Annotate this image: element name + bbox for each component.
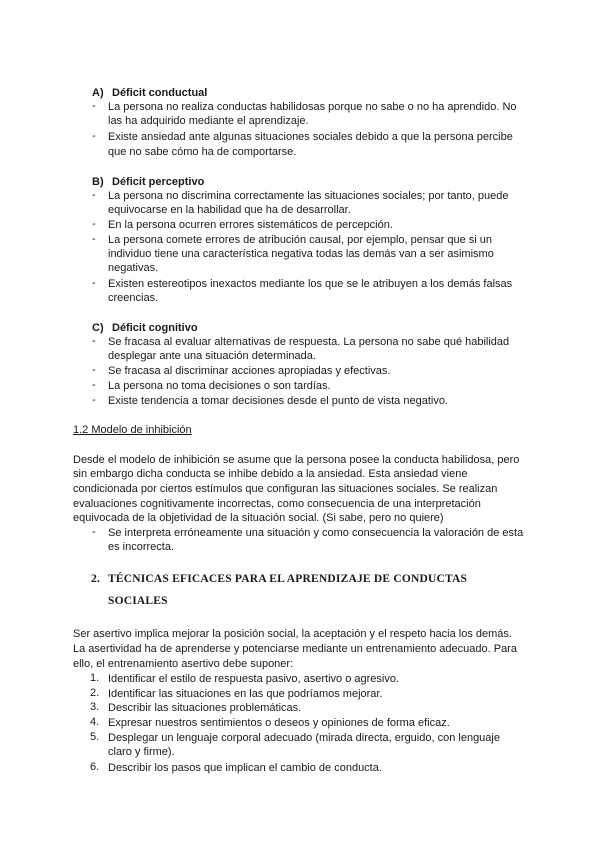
list-item: negativas. <box>108 262 159 274</box>
list-number: 3. <box>90 701 100 713</box>
list-item: Desplegar un lenguaje corporal adecuado (mirada directa, erguido, con lenguaje <box>108 732 500 744</box>
list-number: 5. <box>90 731 100 743</box>
section-a-heading: A) Déficit conductual <box>92 87 208 99</box>
section-2-title: SOCIALES <box>108 595 168 607</box>
list-item: Identificar las situaciones en las que podríamos mejorar. <box>108 688 383 700</box>
section-2-title: TÉCNICAS EFICACES PARA EL APRENDIZAJE DE CONDUCTAS <box>108 573 468 585</box>
list-item: Se interpreta erróneamente una situación y como consecuencia la valoración de esta <box>108 527 524 539</box>
paragraph-line: ello, el entrenamiento asertivo debe suponer: <box>73 658 294 670</box>
list-item: La persona no discrimina correctamente las situaciones sociales; por tanto, puede <box>108 190 509 202</box>
paragraph-line: evaluaciones cognitivamente incorrectas, como consecuencia de una interpretación <box>73 498 481 510</box>
list-number: 6. <box>90 761 100 773</box>
list-number: 2. <box>90 687 100 699</box>
list-item: claro y firme). <box>108 746 175 758</box>
paragraph-line: condicionada por ciertos estímulos que configuran las situaciones sociales. Se realizan <box>73 483 498 495</box>
list-item: desplegar ante una situación determinada. <box>108 350 316 362</box>
paragraph-line: equivocada de la objetividad de la situación social. (Si sabe, pero no quiere) <box>73 512 444 524</box>
list-item: Expresar nuestros sentimientos o deseos y opiniones de forma eficaz. <box>108 717 450 729</box>
section-c-heading: C) Déficit cognitivo <box>92 322 198 334</box>
list-item: Existen estereotipos inexactos mediante los que se le atribuyen a los demás falsas <box>108 278 513 290</box>
list-number: 4. <box>90 716 100 728</box>
list-item: La persona no realiza conductas habilidosas porque no sabe o no ha aprendido. No <box>108 101 517 113</box>
model-heading: 1.2 Modelo de inhibición <box>73 424 192 436</box>
list-item: Se fracasa al discriminar acciones apropiadas y efectivas. <box>108 365 391 377</box>
paragraph-line: Ser asertivo implica mejorar la posición social, la aceptación y el respeto hacia los demás. <box>73 628 512 640</box>
list-item: es incorrecta. <box>108 541 175 553</box>
list-item: que no sabe cómo ha de comportarse. <box>108 146 297 158</box>
document-page: A) Déficit conductual - La persona no realiza conductas habilidosas porque no sabe o no ha aprendido. No las ha adquirido mediante el aprendizaje. - Existe ansiedad ante algunas situaciones sociales debido a que la persona percibe que no sabe cómo ha de comportarse. B) Déficit perceptivo - La persona no discrimina correctamente las situaciones sociales; por tanto, puede equivocarse en la habilidad que ha de desarrollar. - En la persona ocurren errores sistemáticos de percepción. - La persona comete errores de atribución causal, por ejemplo, pensar que si un individuo tiene una característica negativa todas las demás van a ser asimismo negativas. - Existen estereotipos inexactos mediante los que se le atribuyen a los demás falsas creencias. C) Déficit cognitivo - Se fracasa al evaluar alternativas de respuesta. La persona no sabe qué habilidad desplegar ante una situación determinada. - Se fracasa al discriminar acciones apropiadas y efectivas. - La persona no toma decisiones o son tardías. - Existe tendencia a tomar decisiones desde el punto de vista negativo. 1.2 Modelo de inhibición Desde el modelo de inhibición se asume que la persona posee la conducta habilidosa, pero sin embargo dicha conducta se inhibe debido a la ansiedad. Esta ansiedad viene condicionada por ciertos estímulos que configuran las situaciones sociales. Se realizan evaluaciones cognitivamente incorrectas, como consecuencia de una interpretación equivocada de la objetividad de la situación social. (Si sabe, pero no quiere) - Se interpreta erróneamente una situación y como consecuencia la valoración de esta es incorrecta. 2. TÉCNICAS EFICACES PARA EL APRENDIZAJE DE CONDUCTAS SOCIALES Ser asertivo implica mejorar la posición social, la aceptación y el respeto hacia los demás. La asertividad ha de aprenderse y potenciarse mediante un entrenamiento adecuado. Para ello, el entrenamiento asertivo debe suponer: 1. Identificar el estilo de respuesta pasivo, asertivo o agresivo. 2. Identificar las situaciones en las que podríamos mejorar. 3. Describir las situaciones problemáticas. 4. Expresar nuestros sentimientos o deseos y opiniones de forma eficaz. 5. Desplegar un lenguaje corporal adecuado (mirada directa, erguido, con lenguaje claro y firme). 6. Describir los pasos que implican el cambio de conducta. <box>73 87 524 774</box>
paragraph-line: sin embargo dicha conducta se inhibe debido a la ansiedad. Esta ansiedad viene <box>73 468 468 480</box>
list-item: La persona no toma decisiones o son tardías. <box>108 380 331 392</box>
list-item: individuo tiene una característica negativa todas las demás van a ser asimismo <box>108 248 494 260</box>
list-item: las ha adquirido mediante el aprendizaje. <box>108 115 309 127</box>
list-number: 1. <box>90 672 100 684</box>
list-item: Existe tendencia a tomar decisiones desde el punto de vista negativo. <box>108 395 448 407</box>
list-item: Describir los pasos que implican el cambio de conducta. <box>108 762 382 774</box>
list-item: Existe ansiedad ante algunas situaciones sociales debido a que la persona percibe <box>108 131 513 143</box>
list-item: Se fracasa al evaluar alternativas de respuesta. La persona no sabe qué habilidad <box>108 336 510 348</box>
list-item: Describir las situaciones problemáticas. <box>108 702 302 714</box>
paragraph-line: Desde el modelo de inhibición se asume que la persona posee la conducta habilidosa, pero <box>73 454 520 466</box>
list-item: La persona comete errores de atribución causal, por ejemplo, pensar que si un <box>108 234 493 246</box>
list-item: equivocarse en la habilidad que ha de desarrollar. <box>108 204 351 216</box>
list-item: creencias. <box>108 292 159 304</box>
list-item: En la persona ocurren errores sistemáticos de percepción. <box>108 219 393 231</box>
section-b-heading: B) Déficit perceptivo <box>92 176 205 188</box>
list-item: Identificar el estilo de respuesta pasivo, asertivo o agresivo. <box>108 673 400 685</box>
paragraph-line: La asertividad ha de aprenderse y potenciarse mediante un entrenamiento adecuado. Para <box>73 643 517 655</box>
section-2-number: 2. <box>91 573 101 585</box>
